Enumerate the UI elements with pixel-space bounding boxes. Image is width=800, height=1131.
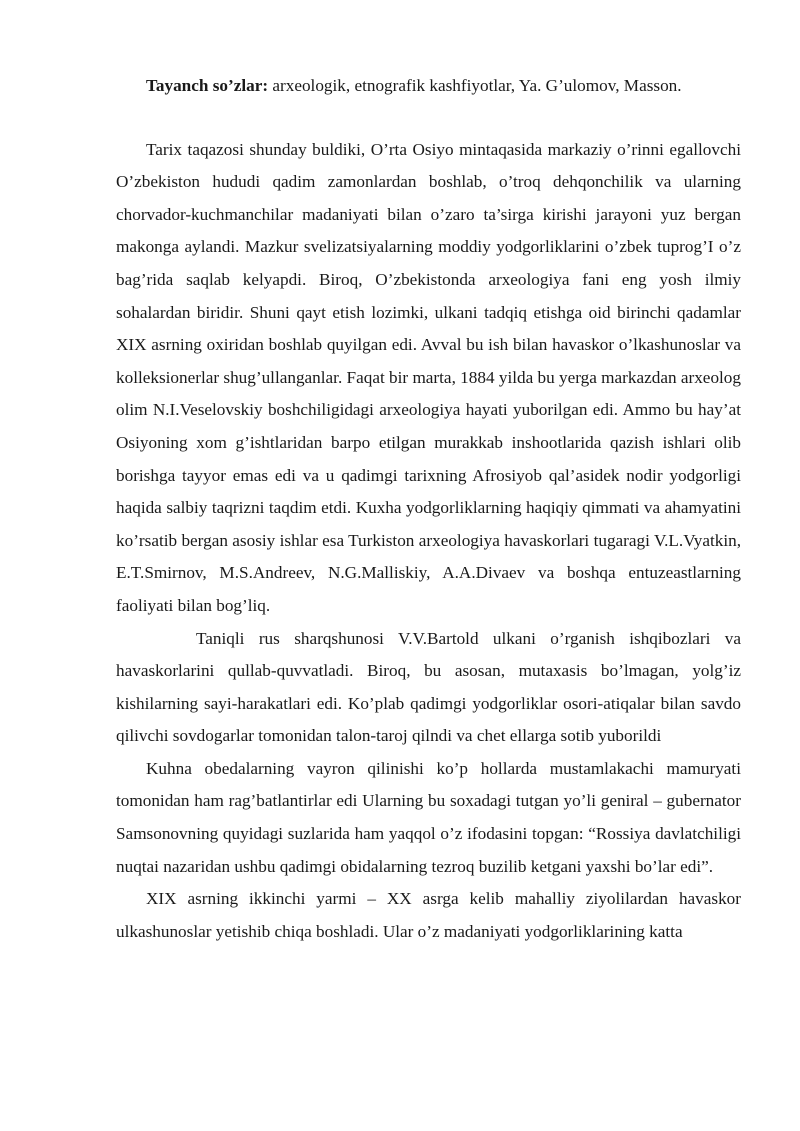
paragraph-intro: Tarix taqazosi shunday buldiki, O’rta Osiyo mintaqasida markaziy o’rinni egallovchi O’zbekiston hududi qadim zamonlardan boshlab, o’troq dehqonchilik va ularning chorvador-kuchmanchilar madaniyati bilan o’zaro ta’sirga kirishi jarayoni yuz bergan makonga aylandi. Mazkur svelizatsiyalarning moddiy yodgorliklarini o’zbek tuprog’I o’z bag’rida saqlab kelyapdi. Biroq, O’zbekistonda arxeologiya fani eng yosh ilmiy sohalardan biridir. Shuni qayt etish lozimki, ulkani tadqiq etishga oid birinchi qadamlar XIX asrning oxiridan boshlab quyilgan edi. Avval bu ish bilan havaskor o’lkashunoslar va kolleksionerlar shug’ullanganlar. Faqat bir marta, 1884 yilda bu yerga markazdan arxeolog olim N.I.Veselovskiy boshchiligidagi arxeologiya hayati yuborilgan edi. Ammo bu hay’at Osiyoning xom g’ishtlaridan barpo etilgan murakkab inshootlarida qazish ishlari olib borishga tayyor emas edi va u qadimgi tarixning Afrosiyob qal’asidek nodir yodgorligi haqida salbiy taqrizni taqdim etdi. Kuxha yodgorliklarning haqiqiy qimmati va ahamyatini ko’rsatib bergan asosiy ishlar esa Turkiston arxeologiya havaskorlari tugaragi V.L.Vyatkin, E.T.Smirnov, M.S.Andreev, N.G.Malliskiy, A.A.Divaev va boshqa entuzeastlarning faoliyati bilan bog’liq.	[116, 139, 741, 615]
paragraph-local-scholars: XIX asrning ikkinchi yarmi – XX asrga kelib mahalliy ziyolilardan havaskor ulkashunoslar yetishib chiqa boshladi. Ular o’z madaniyati yodgorliklarining katta	[116, 889, 741, 941]
keywords-label: Tayanch so’zlar:	[146, 76, 269, 95]
paragraph-bartold: Taniqli rus sharqshunosi V.V.Bartold ulkani o’rganish ishqibozlari va havaskorlarini qullab-quvvatladi. Biroq, bu asosan, mutaxasis bo’lmagan, yolg’iz kishilarning sayi-harakatlari edi. Ko’plab qadimgi yodgorliklar osori-atiqalar bilan savdo qilivchi sovdogarlar tomonidan talon-taroj qilndi va chet ellarga sotib yuborildi	[116, 628, 741, 746]
keywords-line	[116, 70, 741, 103]
paragraph-destruction: Kuhna obedalarning vayron qilinishi ko’p hollarda mustamlakachi mamuryati tomonidan ham rag’batlantirlar edi Ularning bu soxadagi tutgan yo’li geniral – gubernator Samsonovning quyidagi suzlarida ham yaqqol o’z ifodasini topgan: “Rossiya davlatchiligi nuqtai nazaridan ushbu qadimgi obidalarning tezroq buzilib ketgani yaxshi bo’lar edi”.	[116, 758, 741, 876]
document-page	[116, 70, 741, 948]
keywords-text: arxeologik, etnografik kashfiyotlar, Ya. G’ulomov, Masson.	[268, 76, 682, 95]
